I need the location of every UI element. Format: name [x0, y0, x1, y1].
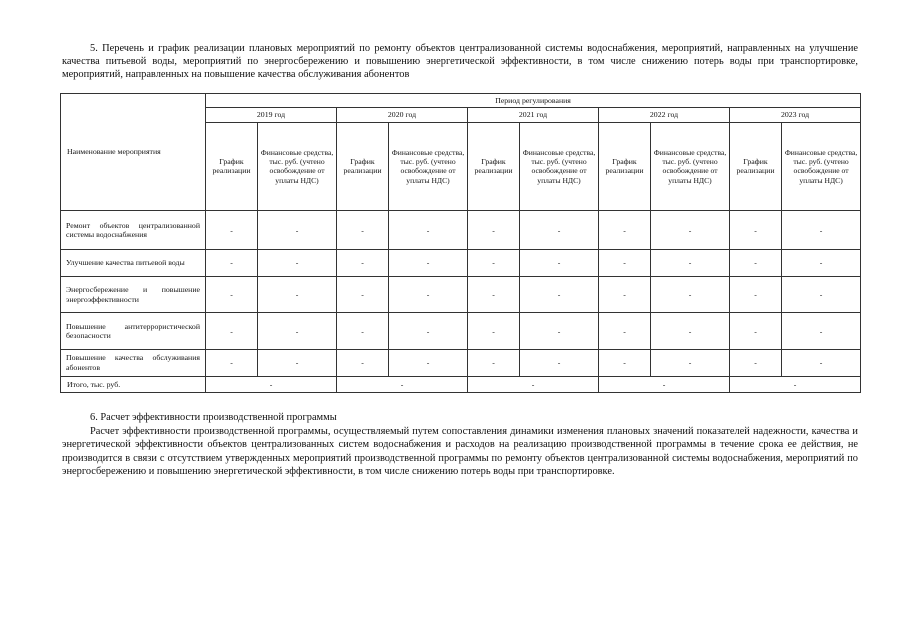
schedule-column-header: График реализации	[468, 122, 520, 211]
total-cell: -	[599, 376, 730, 392]
table-cell: -	[258, 250, 337, 277]
table-cell: -	[468, 250, 520, 277]
table-cell: -	[468, 350, 520, 377]
table-cell: -	[520, 276, 599, 313]
table-row	[61, 276, 861, 313]
year-header: 2020 год	[337, 108, 468, 122]
activity-name: Повышение антитеррористической безопасности	[61, 313, 206, 350]
activity-name: Улучшение качества питьевой воды	[61, 250, 206, 277]
table-cell: -	[520, 250, 599, 277]
table-cell: -	[520, 211, 599, 250]
total-cell: -	[337, 376, 468, 392]
year-header: 2023 год	[730, 108, 861, 122]
total-cell: -	[468, 376, 599, 392]
section-6-body: Расчет эффективности производственной программы, осуществляемый путем сопоставления динамики изменения плановых значений показателей надежности, качества и энергетической эффективности объектов централизованных систем водоснабжения и расходов на реализацию производственной программы в течение срока ее действия, не производится в связи с отсутствием утвержденных мероприятий производственной программы по ремонту объектов централизованной системы водоснабжения, мероприятий по энергосбережению и повышению энергетической эффективности, в том числе снижению потерь воды при транспортировке.	[62, 426, 858, 478]
table-cell: -	[206, 276, 258, 313]
table-cell: -	[651, 250, 730, 277]
table-cell: -	[599, 211, 651, 250]
table-cell: -	[730, 276, 782, 313]
table-cell: -	[599, 250, 651, 277]
table-cell: -	[206, 250, 258, 277]
table-cell: -	[337, 276, 389, 313]
finance-column-header: Финансовые средства, тыс. руб. (учтено освобождение от уплаты НДС)	[651, 122, 730, 211]
table-cell: -	[337, 350, 389, 377]
table-cell: -	[258, 276, 337, 313]
table-cell: -	[520, 350, 599, 377]
table-cell: -	[468, 313, 520, 350]
table-cell: -	[730, 313, 782, 350]
section-5-heading	[62, 42, 858, 82]
year-header: 2021 год	[468, 108, 599, 122]
schedule-column-header: График реализации	[206, 122, 258, 211]
table-cell: -	[258, 350, 337, 377]
activity-name: Повышение качества обслуживания абонентов	[61, 350, 206, 377]
schedule-column-header: График реализации	[730, 122, 782, 211]
table-cell: -	[520, 313, 599, 350]
table-cell: -	[337, 250, 389, 277]
table-cell: -	[730, 250, 782, 277]
table-cell: -	[389, 211, 468, 250]
table-row	[61, 250, 861, 277]
table-cell: -	[782, 313, 861, 350]
table-cell: -	[389, 313, 468, 350]
table-cell: -	[782, 250, 861, 277]
period-header: Период регулирования	[206, 94, 861, 108]
table-cell: -	[337, 313, 389, 350]
table-row	[61, 211, 861, 250]
total-cell: -	[206, 376, 337, 392]
table-cell: -	[599, 313, 651, 350]
total-cell: -	[730, 376, 861, 392]
schedule-column-header: График реализации	[337, 122, 389, 211]
year-header: 2019 год	[206, 108, 337, 122]
activity-name: Энергосбережение и повышение энергоэффективности	[61, 276, 206, 313]
total-label: Итого, тыс. руб.	[61, 376, 206, 392]
table-cell: -	[651, 211, 730, 250]
table-cell: -	[389, 350, 468, 377]
name-column-header: Наименование мероприятия	[61, 94, 206, 211]
table-cell: -	[206, 211, 258, 250]
finance-column-header: Финансовые средства, тыс. руб. (учтено освобождение от уплаты НДС)	[389, 122, 468, 211]
table-cell: -	[337, 211, 389, 250]
table-cell: -	[389, 276, 468, 313]
table-cell: -	[730, 211, 782, 250]
table-cell: -	[206, 313, 258, 350]
table-cell: -	[258, 211, 337, 250]
finance-column-header: Финансовые средства, тыс. руб. (учтено освобождение от уплаты НДС)	[258, 122, 337, 211]
table-cell: -	[782, 211, 861, 250]
table-cell: -	[782, 350, 861, 377]
finance-column-header: Финансовые средства, тыс. руб. (учтено освобождение от уплаты НДС)	[520, 122, 599, 211]
table-row	[61, 313, 861, 350]
table-cell: -	[206, 350, 258, 377]
table-cell: -	[468, 276, 520, 313]
section-6-title: 6. Расчет эффективности производственной программы	[90, 412, 337, 423]
table-cell: -	[599, 350, 651, 377]
activities-table	[60, 93, 861, 393]
table-row	[61, 350, 861, 377]
table-cell: -	[651, 276, 730, 313]
finance-column-header: Финансовые средства, тыс. руб. (учтено освобождение от уплаты НДС)	[782, 122, 861, 211]
schedule-column-header: График реализации	[599, 122, 651, 211]
table-cell: -	[258, 313, 337, 350]
year-header: 2022 год	[599, 108, 730, 122]
table-cell: -	[651, 313, 730, 350]
table-cell: -	[651, 350, 730, 377]
table-cell: -	[599, 276, 651, 313]
activity-name: Ремонт объектов централизованной системы водоснабжения	[61, 211, 206, 250]
section-5-text: 5. Перечень и график реализации плановых мероприятий по ремонту объектов централизованной системы водоснабжения, мероприятий, направленных на улучшение качества питьевой воды, мероприятий по энергосбережению и повышению энергетической эффективности, в том числе снижению потерь воды при транспортировке, мероприятий, направленных на повышение качества обслуживания абонентов	[62, 43, 858, 81]
table-cell: -	[730, 350, 782, 377]
table-cell: -	[468, 211, 520, 250]
total-row	[61, 376, 861, 392]
table-cell: -	[389, 250, 468, 277]
table-cell: -	[782, 276, 861, 313]
